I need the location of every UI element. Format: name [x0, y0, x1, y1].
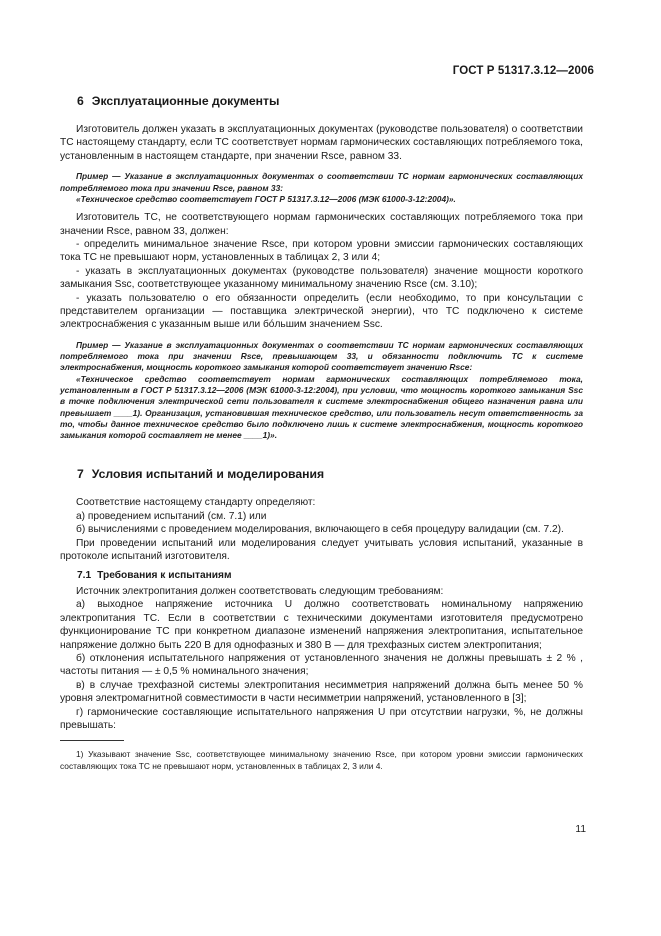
footnote-divider [60, 740, 124, 741]
section-title: Эксплуатационные документы [91, 94, 280, 108]
subsection-7-1-heading [77, 569, 583, 582]
example-note-quote: «Техническое средство соответствует ГОСТ Р 51317.3.12—2006 (МЭК 61000-3-12:2004)». [76, 193, 456, 204]
list-item: г) гармонические составляющие испытательного напряжения U при отсутствии нагрузки, %, не должны превышать: [60, 706, 583, 731]
list-item: б) отклонения испытательного напряжения от установленного значения не должны превышать ± 2 % , частоты питания — ± 0,5 % номинального значения; [60, 652, 583, 678]
section-6-heading [77, 94, 583, 109]
paragraph: Изготовитель должен указать в эксплуатационных документах (руководстве пользователя) о соответствии ТС настоящему стандарту, если ТС соответствует нормам гармонических составляющих потребляемого тока, установленным в настоящем стандарте, при значении Rsce, равном 33. [60, 124, 583, 162]
footnote: 1) Указывают значение Ssc, соответствующее минимальному значению Rsce, при котором уровни эмиссии гармонических составляющих тока ТС не превышают норм, установленных в таблицах 2, 3 или 4. [60, 749, 583, 771]
page-content [60, 84, 583, 772]
section-number: 7 [77, 467, 84, 482]
document-code: ГОСТ Р 51317.3.12—2006 [452, 65, 594, 77]
subsection-title: Требования к испытаниям [97, 570, 232, 582]
section-title: Условия испытаний и моделирования [91, 467, 325, 482]
paragraph: При проведении испытаний или моделирования следует учитывать условия испытаний, указанные в протоколе испытаний изготовителя. [60, 537, 583, 563]
list-item: - определить минимальное значение Rsce, при котором уровни эмиссии гармонических составляющих тока ТС не превышают норм, установленных в таблицах 2, 3 или 4; [60, 238, 583, 264]
list-item: а) проведением испытаний (см. 7.1) или [76, 510, 267, 522]
paragraph: Соответствие настоящему стандарту определяют: [76, 497, 316, 509]
section-7-heading [77, 467, 583, 482]
page-number: 11 [575, 824, 586, 835]
example-note: Пример — Указание в эксплуатационных документах о соответствии ТС нормам гармонических составляющих потребляемого тока при значении Rsce, равном 33: [60, 171, 583, 193]
example-note-quote: «Техническое средство соответствует нормам гармонических составляющих потребляемого тока, установленным в ГОСТ Р 51317.3.12—2006 (МЭК 61000-3-12:2004), при условии, что мощность короткого замыкания Ssc в точке подключения электрической сети пользователя к системе электроснабжения общего назначения равна или превышает ____1). Организация, установившая техническое средство, или пользователь несут ответственность за то, чтобы данное техническое средство было подключено лишь к системе электроснабжения, мощность короткого замыкания которой составляет не менее ____1)». [60, 373, 583, 441]
list-item: - указать пользователю о его обязанности определить (если необходимо, то при консультации с представителем организации — поставщика электрической энергии), что ТС подключено к системе электроснабжения с указанным выше или бо́льшим значением Ssc. [60, 292, 583, 331]
list-item: б) вычислениями с проведением моделирования, включающего в себя процедуру валидации (см. 7.2). [76, 524, 564, 536]
paragraph: Источник электропитания должен соответствовать следующим требованиям: [76, 585, 444, 597]
list-item: в) в случае трехфазной системы электропитания несимметрия напряжений должна быть менее 50 % уровня электромагнитной совместимости в части несимметрии напряжений, установленного в [3]; [60, 679, 583, 705]
section-number: 6 [77, 94, 84, 108]
list-item: а) выходное напряжение источника U должно соответствовать номинальному напряжению электропитания ТС. Если в соответствии с техническими документами изготовителя предусмотрено функционирование ТС при конкретном диапазоне изменений напряжения электропитания, испытательное напряжение должно быть 220 В для однофазных и 380 В — для трехфазных систем электропитания; [60, 599, 583, 651]
subsection-number: 7.1 [77, 570, 92, 582]
list-item: - указать в эксплуатационных документах (руководстве пользователя) значение мощности короткого замыкания Ssc, соответствующее указанному минимальному значению Rsce (см. 3.10); [60, 265, 583, 291]
paragraph: Изготовитель ТС, не соответствующего нормам гармонических составляющих потребляемого тока при значении Rsce, равном 33, должен: [60, 212, 583, 237]
example-note: Пример — Указание в эксплуатационных документах о соответствии ТС нормам гармонических составляющих потребляемого тока при значении Rsce, превышающем 33, и обязанности подключить ТС к системе электроснабжения, мощность короткого замыкания которой соответствует значению Rsce: [60, 339, 583, 373]
